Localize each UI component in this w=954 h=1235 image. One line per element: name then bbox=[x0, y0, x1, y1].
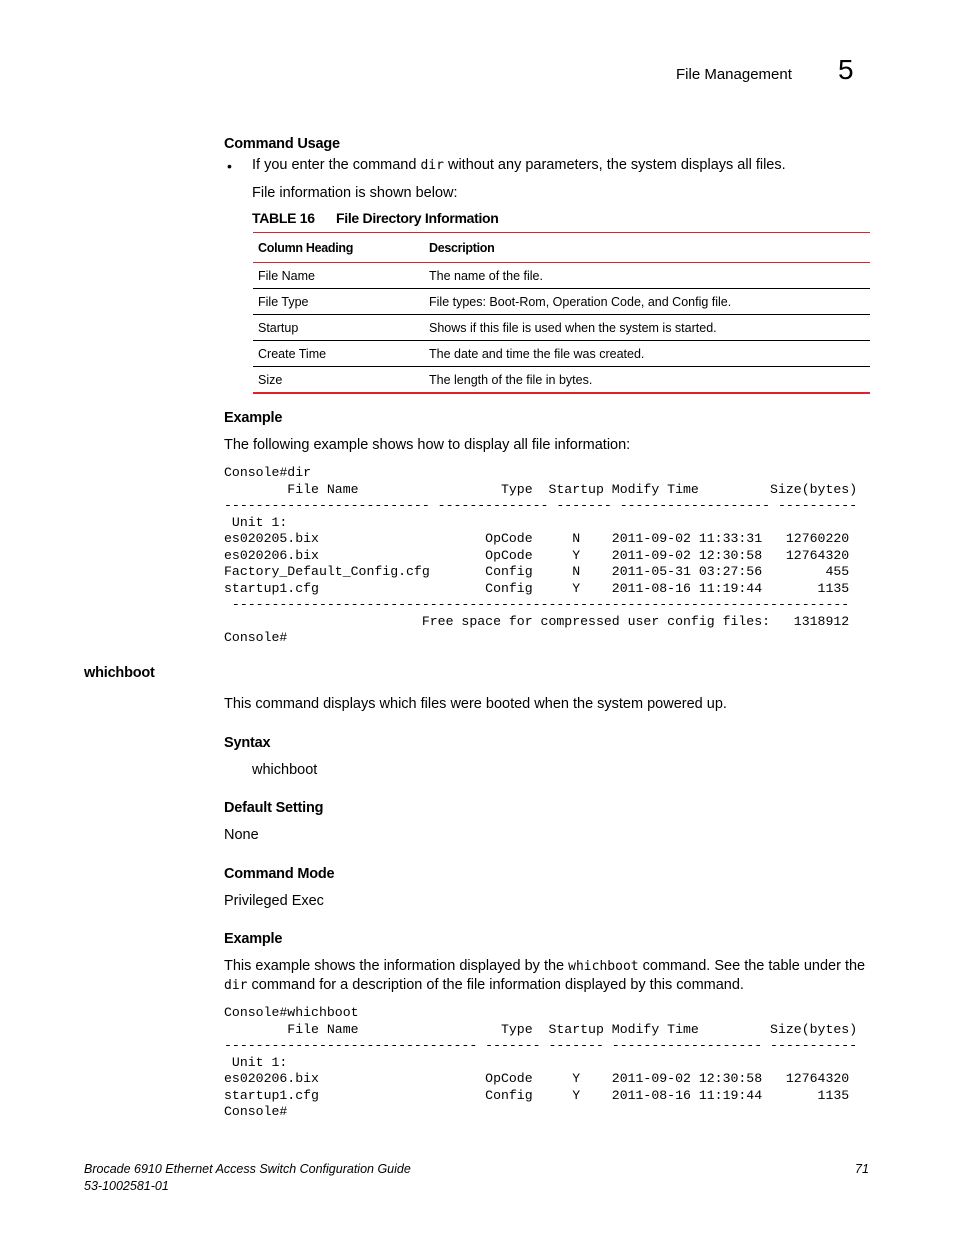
default-setting-heading: Default Setting bbox=[224, 800, 324, 816]
table-row bbox=[253, 341, 870, 367]
page-number: 71 bbox=[855, 1162, 869, 1176]
table-row bbox=[253, 367, 870, 394]
example-text-cmd: dir bbox=[224, 978, 248, 993]
usage-bullet-pre: If you enter the command bbox=[252, 157, 421, 173]
example-description: The following example shows how to display all file information: bbox=[224, 437, 631, 453]
table-cell: Size bbox=[253, 367, 424, 394]
footer-doc-number: 53-1002581-01 bbox=[84, 1179, 169, 1193]
table-title: File Directory Information bbox=[336, 210, 499, 226]
usage-note: File information is shown below: bbox=[252, 185, 458, 201]
example-heading: Example bbox=[224, 410, 283, 426]
example-text-post: command. See the table under the bbox=[638, 958, 866, 974]
table-row bbox=[253, 263, 870, 289]
table-cell: File Name bbox=[253, 263, 424, 289]
table-cell: File types: Boot-Rom, Operation Code, and Config file. bbox=[424, 289, 870, 315]
table-cell: The name of the file. bbox=[424, 263, 870, 289]
syntax-heading: Syntax bbox=[224, 735, 271, 751]
table-row bbox=[253, 289, 870, 315]
running-header-title: File Management bbox=[676, 66, 792, 83]
table-cell: File Type bbox=[253, 289, 424, 315]
dir-console-output: Console#dir File Name Type Startup Modify Time Size(bytes) -------------------------- -------------- ------- ------------------- ---------- Unit 1: es020205.bix OpCode N 2011-09-02 11:33:31 12760220 es020206.bix OpCode Y 2011-09-02 12:30:58 12764320 Factory_Default_Config.cfg Config N 2011-05-31 03:27:56 455 startup1.cfg Config Y 2011-08-16 11:19:44 1135 ------------------------------------------------------------------------------ Free space for compressed user config files: 1318912 Console# bbox=[224, 465, 858, 645]
section-title: whichboot bbox=[84, 665, 155, 681]
table-cell: Create Time bbox=[253, 341, 424, 367]
column-header: Description bbox=[424, 233, 870, 263]
command-mode-value: Privileged Exec bbox=[224, 893, 324, 909]
table-caption bbox=[252, 210, 499, 226]
table-row bbox=[253, 315, 870, 341]
usage-bullet-cmd: dir bbox=[420, 158, 444, 173]
usage-bullet-post: without any parameters, the system displays all files. bbox=[443, 157, 786, 173]
usage-bullet-text bbox=[252, 157, 786, 173]
whichboot-console-output: Console#whichboot File Name Type Startup Modify Time Size(bytes) -------------------------------- ------- ------- ------------------- ----------- Unit 1: es020206.bix OpCode Y 2011-09-02 12:30:58 12764320 startup1.cfg Config Y 2011-08-16 11:19:44 1135 Console# bbox=[224, 1005, 858, 1119]
column-header: Column Heading bbox=[253, 233, 424, 263]
example-text-line1 bbox=[224, 958, 865, 974]
table-label: TABLE 16 bbox=[252, 210, 315, 226]
table-cell: The length of the file in bytes. bbox=[424, 367, 870, 394]
table-header-row bbox=[253, 233, 870, 263]
syntax-text: whichboot bbox=[252, 762, 318, 778]
example-text-line2 bbox=[224, 977, 744, 993]
example-text-cmd: whichboot bbox=[568, 959, 639, 974]
example-heading: Example bbox=[224, 931, 283, 947]
table-cell: Startup bbox=[253, 315, 424, 341]
section-description: This command displays which files were booted when the system powered up. bbox=[224, 696, 727, 712]
default-setting-value: None bbox=[224, 827, 259, 843]
bullet-icon: • bbox=[227, 158, 232, 174]
example-text-post: command for a description of the file information displayed by this command. bbox=[247, 977, 744, 993]
table-cell: Shows if this file is used when the system is started. bbox=[424, 315, 870, 341]
example-text-pre: This example shows the information displayed by the bbox=[224, 958, 569, 974]
chapter-number: 5 bbox=[838, 54, 854, 85]
file-directory-table bbox=[253, 232, 870, 394]
footer-title: Brocade 6910 Ethernet Access Switch Configuration Guide bbox=[84, 1162, 411, 1176]
command-usage-heading: Command Usage bbox=[224, 136, 340, 152]
command-mode-heading: Command Mode bbox=[224, 866, 335, 882]
table-cell: The date and time the file was created. bbox=[424, 341, 870, 367]
